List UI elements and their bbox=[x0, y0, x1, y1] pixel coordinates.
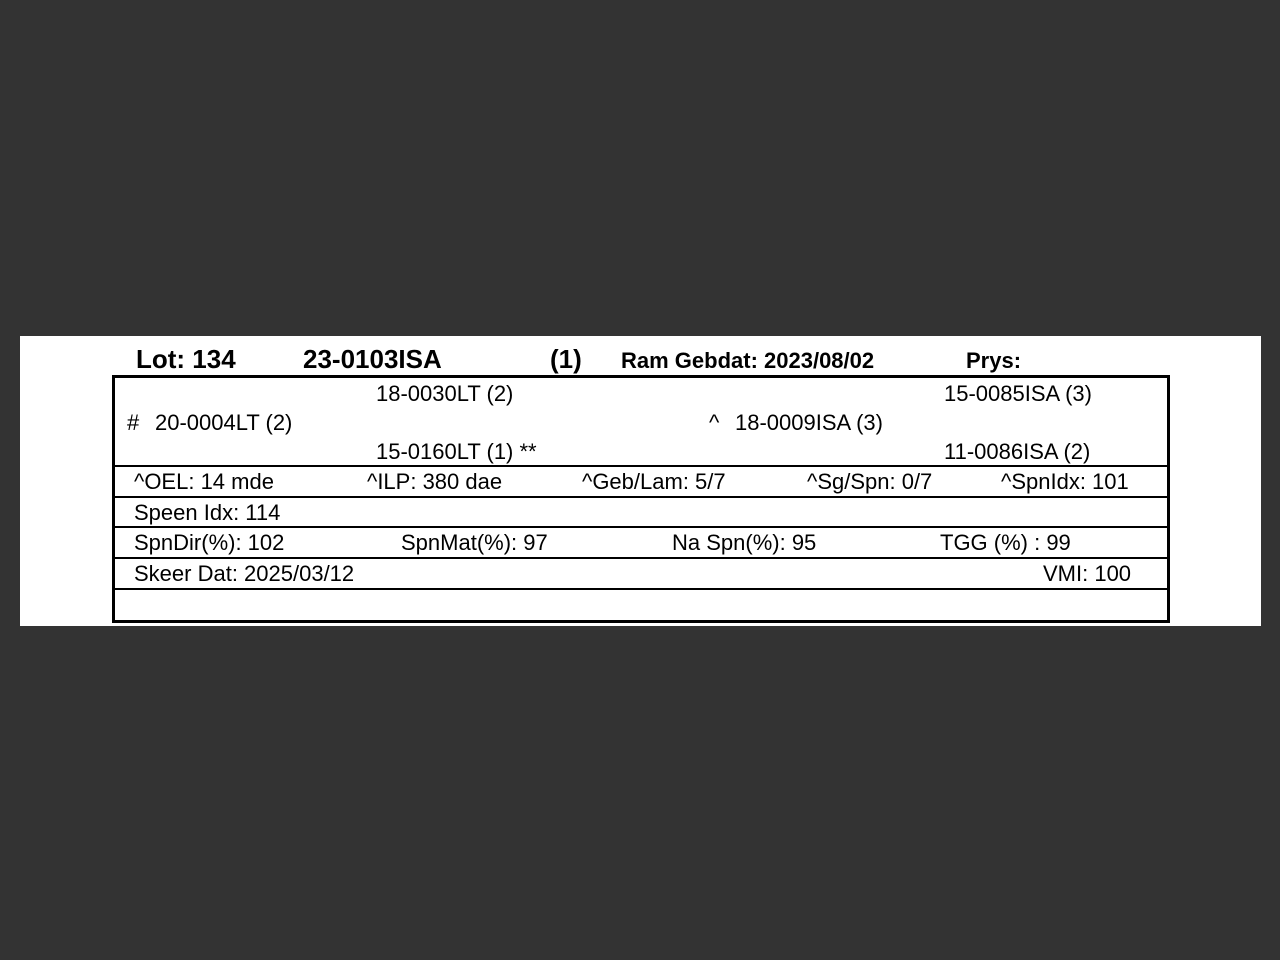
sg-spn-value: ^Sg/Spn: 0/7 bbox=[807, 469, 933, 494]
info-table bbox=[112, 375, 1170, 623]
skeer-row bbox=[115, 557, 1167, 588]
spn-idx-value: ^SpnIdx: 101 bbox=[1001, 469, 1129, 494]
sire-marker: # bbox=[127, 410, 140, 435]
spn-dir-value: SpnDir(%): 102 bbox=[134, 530, 285, 555]
empty-row bbox=[115, 588, 1167, 619]
tgg-value: TGG (%) : 99 bbox=[940, 530, 1071, 555]
price-label: Prys: bbox=[966, 348, 1022, 373]
ram-id: 23-0103ISA bbox=[303, 344, 442, 374]
dam-dam: 11-0086ISA (2) bbox=[944, 439, 1091, 464]
percent-row bbox=[115, 526, 1167, 557]
vmi-value: VMI: 100 bbox=[1043, 561, 1132, 586]
sire-dam: 15-0160LT (1) ** bbox=[376, 439, 537, 464]
lot-number: Lot: 134 bbox=[136, 344, 236, 374]
na-spn-value: Na Spn(%): 95 bbox=[672, 530, 817, 555]
dam-sire: 15-0085ISA (3) bbox=[944, 381, 1092, 406]
spn-mat-value: SpnMat(%): 97 bbox=[401, 530, 548, 555]
lot-card bbox=[20, 336, 1261, 626]
ram-count: (1) bbox=[550, 344, 582, 374]
stats-row bbox=[115, 465, 1167, 496]
geb-lam-value: ^Geb/Lam: 5/7 bbox=[582, 469, 726, 494]
speen-idx-value: Speen Idx: 114 bbox=[134, 500, 281, 525]
ilp-value: ^ILP: 380 dae bbox=[367, 469, 503, 494]
sire-sire: 18-0030LT (2) bbox=[376, 381, 514, 406]
sire: 20-0004LT (2) bbox=[155, 410, 293, 435]
skeer-date: Skeer Dat: 2025/03/12 bbox=[134, 561, 355, 586]
dam: 18-0009ISA (3) bbox=[735, 410, 883, 435]
oel-value: ^OEL: 14 mde bbox=[134, 469, 274, 494]
dam-marker: ^ bbox=[709, 410, 720, 435]
speen-idx-row bbox=[115, 496, 1167, 527]
ram-birthdate: Ram Gebdat: 2023/08/02 bbox=[621, 348, 875, 373]
